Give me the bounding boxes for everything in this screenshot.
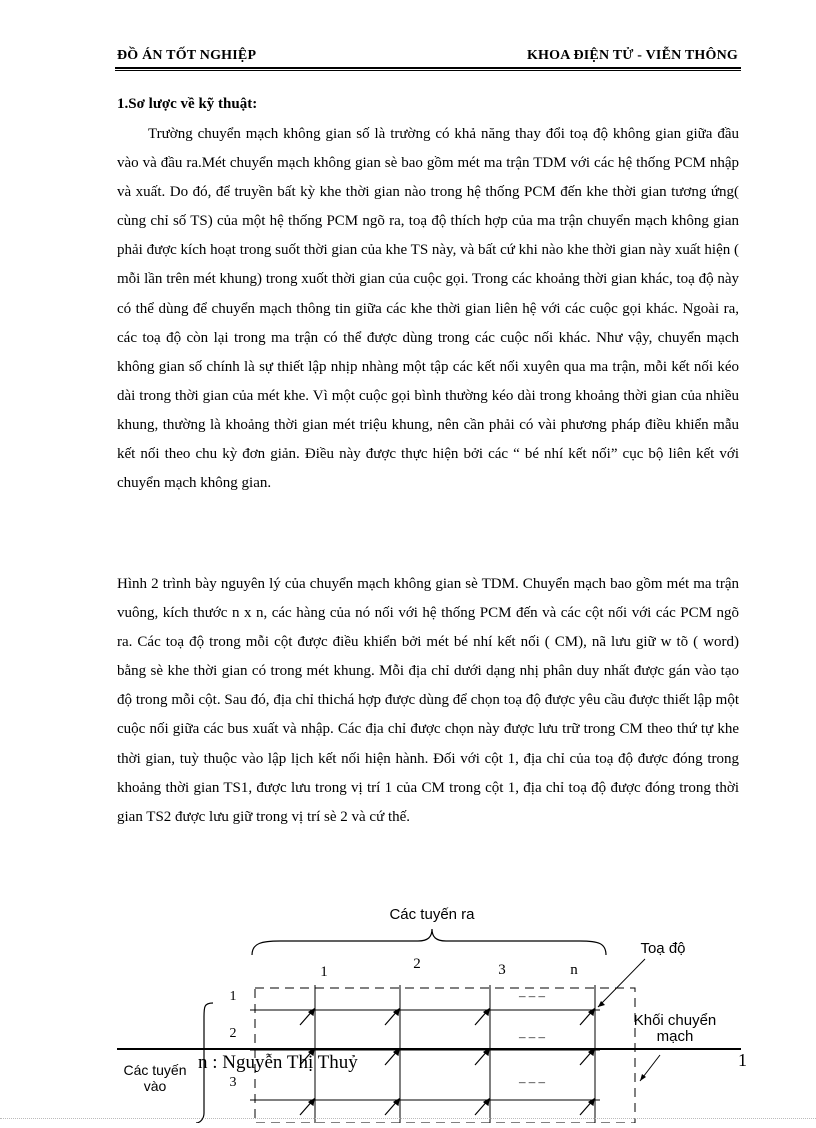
dash-row-3: – – – bbox=[519, 1074, 545, 1089]
footer-divider bbox=[117, 1048, 741, 1050]
footer-author: n : Nguyễn Thị Thuỷ bbox=[198, 1052, 358, 1073]
header-faculty: KHOA ĐIỆN TỬ - VIỄN THÔNG bbox=[526, 48, 738, 63]
space-switch-diagram bbox=[100, 895, 720, 1123]
header-thesis-title: ĐỒ ÁN TỐT NGHIỆP bbox=[117, 48, 257, 63]
page-bottom-edge bbox=[0, 1118, 816, 1119]
switch-block-label-line2: mạch bbox=[656, 1028, 694, 1045]
page-number: 1 bbox=[738, 1050, 747, 1070]
outputs-label: Các tuyến ra bbox=[389, 906, 475, 923]
column-label-1: 1 bbox=[320, 964, 328, 980]
paragraph-1 bbox=[117, 120, 739, 498]
coordinate-pointer bbox=[598, 959, 645, 1007]
space-switch-figure bbox=[100, 895, 720, 1128]
column-label-n: n bbox=[570, 962, 578, 978]
coordinate-arrowhead bbox=[598, 1001, 605, 1007]
dash-row-2: – – – bbox=[519, 1029, 545, 1044]
row-label-3: 3 bbox=[229, 1075, 237, 1090]
column-label-3: 3 bbox=[498, 962, 506, 978]
coordinate-label: Toạ độ bbox=[640, 940, 686, 957]
inputs-label-line1: Các tuyến bbox=[123, 1062, 187, 1078]
inputs-label-line2: vào bbox=[143, 1078, 167, 1094]
switch-block-label-line1: Khối chuyển bbox=[633, 1012, 717, 1029]
paragraph-1-text: Trường chuyển mạch không gian số là trường có khả năng thay đổi toạ độ không gian giữa đầu vào và đầu ra.Mét chuyển mạch không gian sè bao gồm mét ma trận TDM với các hệ thống PCM nhập và xuất. Do đó, để truyền bất kỳ khe thời gian nào trong hệ thống PCM đến khe thời gian tương ứng( cùng chỉ số TS) của một hệ thống PCM ngõ ra, toạ độ thích hợp của ma trận chuyển mạch không gian phải được kích hoạt trong suốt thời gian của khe TS này, và bất cứ khi nào khe thời gian này xuất hiện ( mỗi lần trên mét khung) trong xuốt thời gian của cuộc gọi. Trong các khoảng thời gian khác, toạ độ này có thể dùng để chuyển mạch thông tin giữa các khe thời gian liên hệ với các cuộc gọi khác. Ngoài ra, các toạ độ còn lại trong ma trận có thể được dùng trong các cuộc nối khác. Như vậy, chuyển mạch không gian số chính là sự thiết lập nhịp nhàng một tập các kết nối xuyên qua ma trận, mỗi kết nối kéo dài trong thời gian của mét khe. Vì một cuộc gọi bình thường kéo dài trong khoảng thời gian của nhiều khung, thường là khoảng thời gian mét triệu khung, nên cần phải có vài phương pháp điều khiển mẫu kết nối theo chu kỳ đơn giản. Điều này được thực hiện bởi các “ bé nhí kết nối” cục bộ liên kết với chuyển mạch không gian. bbox=[117, 126, 739, 492]
outputs-brace bbox=[252, 929, 606, 955]
column-label-2: 2 bbox=[413, 956, 421, 972]
paragraph-2-text: Hình 2 trình bày nguyên lý của chuyển mạch không gian sè TDM. Chuyển mạch bao gồm mét ma trận vuông, kích thước n x n, các hàng của nó nối với hệ thống PCM đến và các cột nối với các PCM ngõ ra. Các toạ độ trong mỗi cột được điều khiển bởi mét bé nhí kết nối ( CM), nã lưu giữ w tõ ( word) bằng sè khe thời gian có trong mét khung. Mỗi địa chỉ dưới dạng nhị phân duy nhất được gán vào tạo độ trong mỗi cột. Sau đó, địa chỉ thichá hợp được dùng để chọn toạ độ được yêu cầu được thiết lập một cuộc nối giữa các bus xuất và nhập. Các địa chỉ được chọn này được lưu trữ trong CM theo thứ tự khe thời gian, tuỳ thuộc vào lập lịch kết nối hiện hành. Đối với cột 1, địa chỉ của toạ độ được đóng trong khoảng thời gian TS1, được lưu trong vị trí 1 của CM trong cột 1, địa chỉ toạ độ được đóng trong thời gian TS2 được lưu giữ trong vị trí sè 2 và cứ thế. bbox=[117, 576, 739, 825]
dash-row-1: – – – bbox=[519, 988, 545, 1003]
paragraph-2 bbox=[117, 570, 739, 832]
row-label-1: 1 bbox=[229, 989, 237, 1004]
section-title: 1.Sơ lược về kỹ thuật: bbox=[117, 96, 258, 112]
header-divider bbox=[115, 67, 741, 71]
row-label-2: 2 bbox=[229, 1026, 237, 1041]
